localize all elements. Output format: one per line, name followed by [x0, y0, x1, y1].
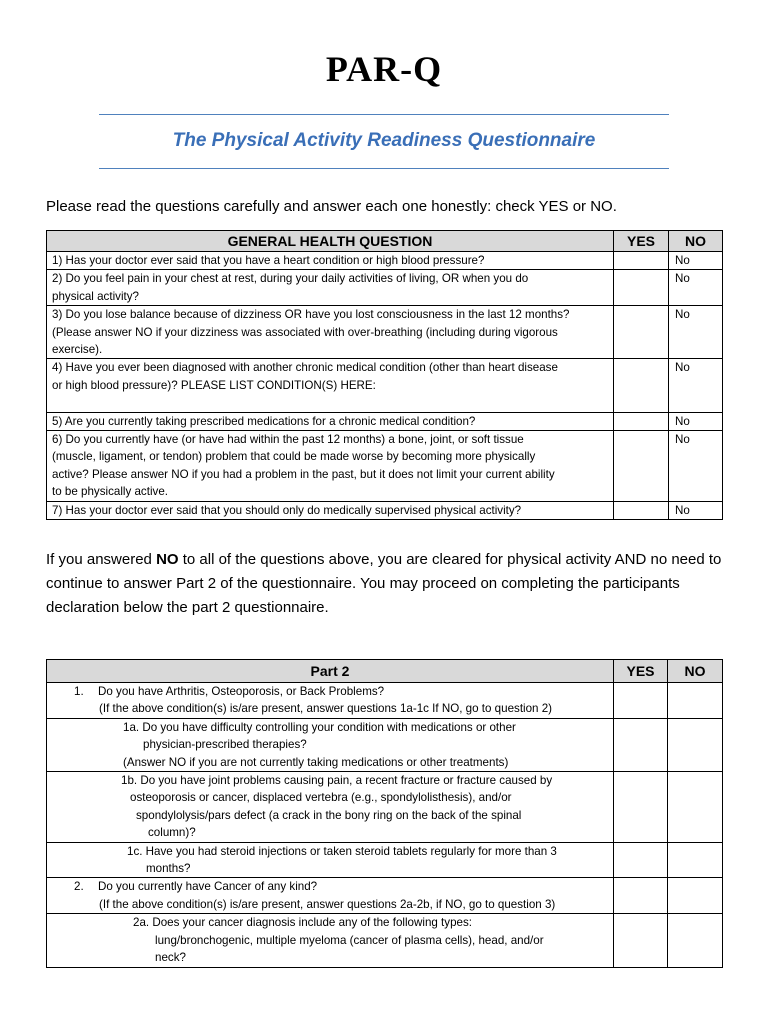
table-row [47, 359, 723, 412]
question-line: spondylolysis/pars defect (a crack in the bony ring on the back of the spinal [136, 808, 522, 822]
table-row [47, 252, 723, 270]
question-cell [47, 306, 614, 359]
instructions-text: Please read the questions carefully and answer each one honestly: check YES or NO. [46, 198, 617, 215]
question-line: 3) Do you lose balance because of dizziness OR have you lost consciousness in the last 12 months? [52, 308, 570, 322]
yes-checkbox-cell[interactable] [614, 718, 668, 771]
question-line: 7) Has your doctor ever said that you should only do medically supervised physical activity? [52, 503, 522, 517]
question-cell [47, 718, 614, 771]
question-line: (If the above condition(s) is/are present, answer questions 2a-2b, if NO, go to question 3) [99, 897, 556, 911]
clearance-note-prefix: If you answered [46, 551, 157, 568]
numbered-question [47, 878, 613, 895]
column-header-yes: YES [614, 660, 668, 683]
table-row [47, 878, 723, 914]
table-row [47, 718, 723, 771]
no-checkbox-cell[interactable] [668, 683, 723, 719]
question-line: 1c. Have you had steroid injections or taken steroid tablets regularly for more than 3 [127, 844, 557, 858]
no-checkbox-cell[interactable] [668, 914, 723, 967]
divider-bottom [99, 168, 669, 169]
question-cell [47, 914, 614, 967]
table-row [47, 772, 723, 843]
question-line: 6) Do you currently have (or have had within the past 12 months) a bone, joint, or soft tissue [52, 433, 524, 447]
no-checkbox-cell[interactable] [668, 842, 723, 878]
table-row [47, 501, 723, 519]
no-checkbox-cell[interactable] [668, 772, 723, 843]
no-answer-cell[interactable]: No [669, 359, 723, 412]
clearance-note [46, 548, 726, 620]
question-cell [47, 772, 614, 843]
table-row [47, 270, 723, 306]
clearance-note-suffix: to all of the questions above, you are cleared for physical activity AND no need to continue to answer Part 2 of the questionnaire. You may proceed on completing the participants declaration below the part 2 questionnaire. [46, 551, 722, 616]
question-heading: Do you currently have Cancer of any kind? [98, 880, 318, 894]
question-line: osteoporosis or cancer, displaced vertebra (e.g., spondylolisthesis), and/or [130, 791, 512, 805]
question-line: 2) Do you feel pain in your chest at rest, during your daily activities of living, OR when you do [52, 272, 529, 286]
yes-checkbox-cell[interactable] [614, 270, 669, 306]
table-row [47, 431, 723, 502]
yes-checkbox-cell[interactable] [614, 501, 669, 519]
yes-checkbox-cell[interactable] [614, 306, 669, 359]
numbered-question [47, 683, 613, 700]
table-header-row [47, 231, 723, 252]
yes-checkbox-cell[interactable] [614, 878, 668, 914]
question-cell [47, 270, 614, 306]
table-row [47, 306, 723, 359]
question-line: (muscle, ligament, or tendon) problem that could be made worse by becoming more physically [52, 450, 536, 464]
table-row [47, 914, 723, 967]
question-line: 4) Have you ever been diagnosed with another chronic medical condition (other than heart disease [52, 361, 558, 375]
question-cell [47, 501, 614, 519]
table-row [47, 842, 723, 878]
column-header-no: NO [669, 231, 723, 252]
question-cell [47, 359, 614, 412]
yes-checkbox-cell[interactable] [614, 431, 669, 502]
general-health-table [46, 230, 723, 520]
question-cell [47, 431, 614, 502]
no-checkbox-cell[interactable] [668, 718, 723, 771]
table-header-row [47, 660, 723, 683]
yes-checkbox-cell[interactable] [614, 359, 669, 412]
question-line: (Answer NO if you are not currently taking medications or other treatments) [123, 755, 509, 769]
yes-checkbox-cell[interactable] [614, 842, 668, 878]
question-line [52, 394, 613, 411]
table-row [47, 412, 723, 430]
question-line: exercise). [52, 343, 103, 357]
question-cell [47, 252, 614, 270]
table-row [47, 683, 723, 719]
no-answer-cell[interactable]: No [669, 252, 723, 270]
question-line: (If the above condition(s) is/are present, answer questions 1a-1c If NO, go to question 2) [99, 702, 553, 716]
clearance-note-emphasis: NO [156, 551, 179, 568]
question-line: lung/bronchogenic, multiple myeloma (cancer of plasma cells), head, and/or [155, 933, 544, 947]
question-line: physical activity? [52, 289, 139, 303]
page-title: PAR-Q [325, 49, 443, 89]
question-line: to be physically active. [52, 485, 168, 499]
no-checkbox-cell[interactable] [668, 878, 723, 914]
no-answer-cell[interactable]: No [669, 270, 723, 306]
question-cell [47, 412, 614, 430]
part2-table [46, 659, 723, 968]
yes-checkbox-cell[interactable] [614, 252, 669, 270]
yes-checkbox-cell[interactable] [614, 772, 668, 843]
column-header-yes: YES [614, 231, 669, 252]
divider-top [99, 114, 669, 115]
column-header-no: NO [668, 660, 723, 683]
no-answer-cell[interactable]: No [669, 306, 723, 359]
question-line: months? [146, 862, 191, 876]
question-line: 2a. Does your cancer diagnosis include any of the following types: [133, 916, 472, 930]
question-line: active? Please answer NO if you had a problem in the past, but it does not limit your current ability [52, 467, 555, 481]
question-cell [47, 878, 614, 914]
question-line: 5) Are you currently taking prescribed medications for a chronic medical condition? [52, 414, 476, 428]
no-answer-cell[interactable]: No [669, 431, 723, 502]
question-heading: Do you have Arthritis, Osteoporosis, or Back Problems? [98, 685, 385, 698]
column-header-question: GENERAL HEALTH QUESTION [47, 231, 614, 252]
no-answer-cell[interactable]: No [669, 412, 723, 430]
yes-checkbox-cell[interactable] [614, 683, 668, 719]
question-cell [47, 842, 614, 878]
column-header-part2: Part 2 [47, 660, 614, 683]
question-line: or high blood pressure)? PLEASE LIST CONDITION(S) HERE: [52, 378, 376, 392]
question-line: (Please answer NO if your dizziness was associated with over-breathing (including during vigorous [52, 325, 558, 339]
question-line: 1a. Do you have difficulty controlling your condition with medications or other [123, 720, 516, 734]
yes-checkbox-cell[interactable] [614, 914, 668, 967]
question-line: 1b. Do you have joint problems causing pain, a recent fracture or fracture caused by [121, 774, 553, 788]
question-line: 1) Has your doctor ever said that you have a heart condition or high blood pressure? [52, 254, 485, 267]
page-subtitle: The Physical Activity Readiness Questionnaire [172, 130, 596, 151]
no-answer-cell[interactable]: No [669, 501, 723, 519]
question-line: physician-prescribed therapies? [143, 738, 307, 752]
yes-checkbox-cell[interactable] [614, 412, 669, 430]
question-line: 1. [74, 685, 84, 698]
question-cell [47, 683, 614, 719]
question-line: neck? [155, 951, 186, 965]
question-line: column)? [148, 826, 196, 840]
question-line: 2. [74, 880, 84, 894]
